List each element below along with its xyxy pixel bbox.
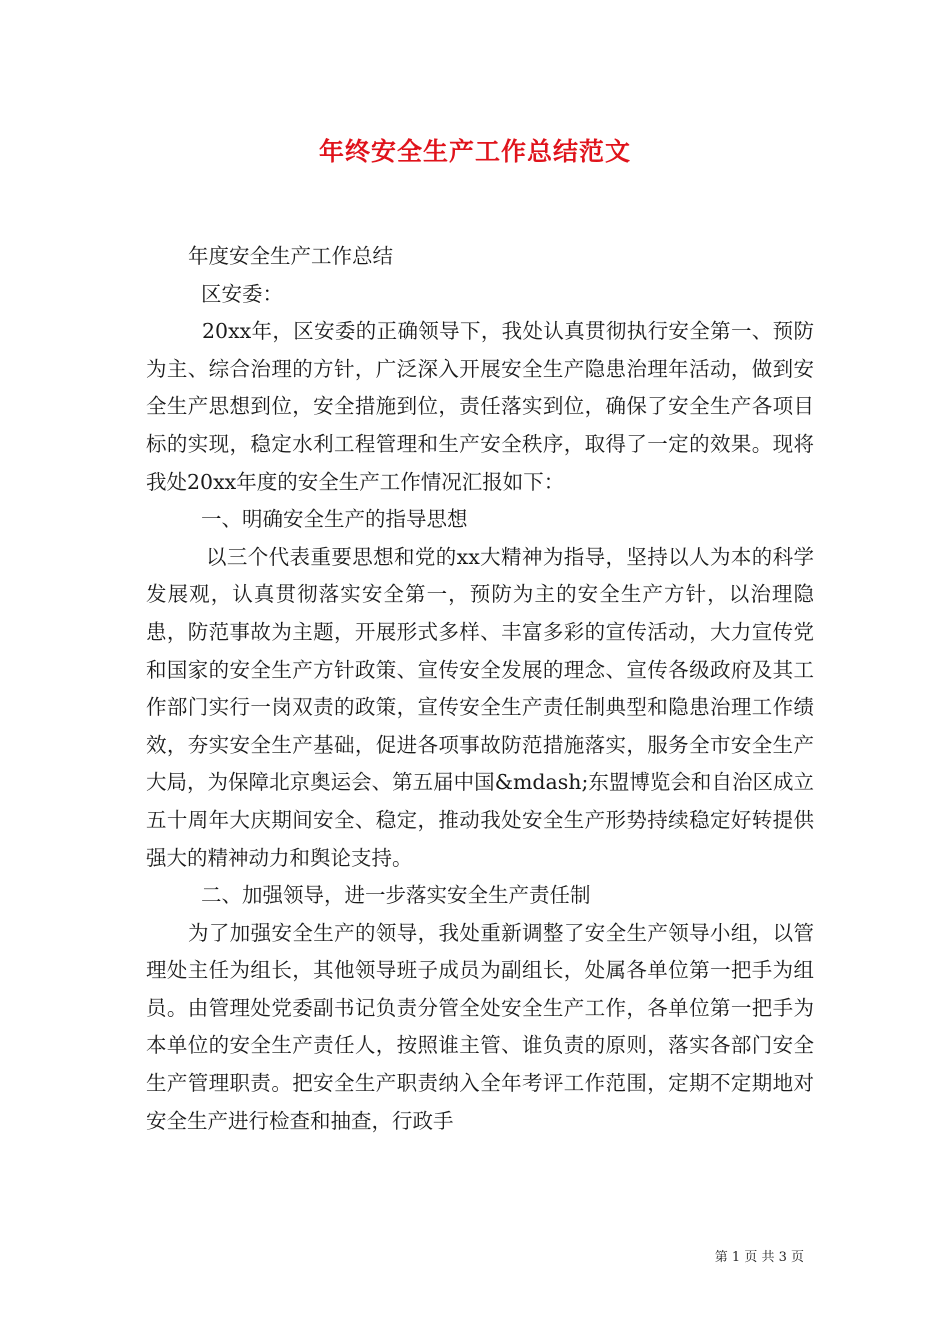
paragraph-section-1: 以三个代表重要思想和党的xx大精神为指导，坚持以人为本的科学发展观，认真贯彻落实安全第一，预防为主的安全生产方针，以治理隐患，防范事故为主题，开展形式多样、丰富多彩的宣传活动，大力宣传党和国家的安全生产方针政策、宣传安全发展的理念、宣传各级政府及其工作部门实行一岗双责的政策，宣传安全生产责任制典型和隐患治理工作绩效，夯实安全生产基础，促进各项事故防范措施落实，服务全市安全生产大局，为保障北京奥运会、第五届中国&mdash;东盟博览会和自治区成立五十周年大庆期间安全、稳定，推动我处安全生产形势持续稳定好转提供强大的精神动力和舆论支持。 (146, 544, 814, 870)
document-subtitle: 年度安全生产工作总结 (188, 244, 393, 268)
paragraph-intro: 20xx年，区安委的正确领导下，我处认真贯彻执行安全第一、预防为主、综合治理的方针，广泛深入开展安全生产隐患治理年活动，做到安全生产思想到位，安全措施到位，责任落实到位，确保了安全生产各项目标的实现，稳定水利工程管理和生产安全秩序，取得了一定的效果。现将我处20xx年度的安全生产工作情况汇报如下： (146, 319, 814, 494)
page-number: 第 1 页 共 3 页 (714, 1250, 804, 1265)
section-heading-2: 二、加强领导，进一步落实安全生产责任制 (201, 883, 591, 908)
salutation: 区安委： (201, 281, 283, 306)
document-title: 年终安全生产工作总结范文 (318, 137, 631, 166)
document-body (146, 238, 814, 1140)
paragraph-section-2: 为了加强安全生产的领导，我处重新调整了安全生产领导小组，以管理处主任为组长，其他领导班子成员为副组长，处属各单位第一把手为组员。由管理处党委副书记负责分管全处安全生产工作，各单位第一把手为本单位的安全生产责任人，按照谁主管、谁负责的原则，落实各部门安全生产管理职责。把安全生产职责纳入全年考评工作范围，定期不定期地对安全生产进行检查和抽查，行政手 (146, 920, 814, 1133)
section-heading-1: 一、明确安全生产的指导思想 (201, 507, 468, 532)
